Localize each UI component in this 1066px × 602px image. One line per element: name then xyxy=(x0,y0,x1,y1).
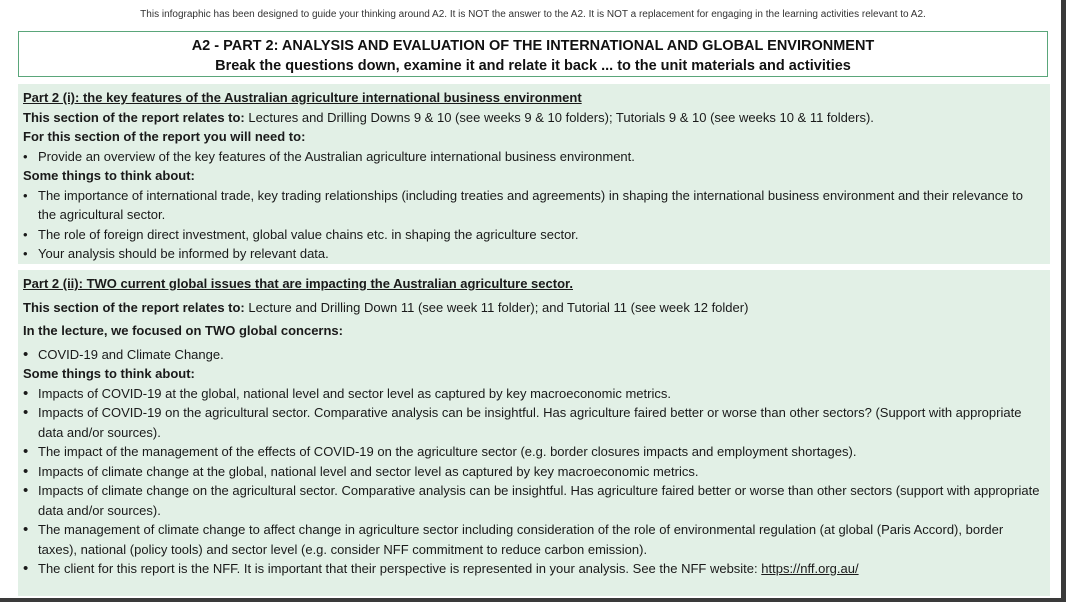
bullet-icon: • xyxy=(23,404,29,421)
think-label: Some things to think about: xyxy=(23,366,195,381)
bullet-icon: • xyxy=(23,560,29,577)
page-title: A2 - PART 2: ANALYSIS AND EVALUATION OF THE INTERNATIONAL AND GLOBAL ENVIRONMENT xyxy=(191,38,875,54)
relates-line xyxy=(23,298,1050,318)
section-heading: Part 2 (ii): TWO current global issues that are impacting the Australian agriculture sector. xyxy=(23,276,573,291)
bullet-icon: • xyxy=(23,148,28,164)
relates-text: Lectures and Drilling Downs 9 & 10 (see weeks 9 & 10 folders); Tutorials 9 & 10 (see weeks 10 & 11 folders). xyxy=(244,109,874,125)
window-edge-bottom xyxy=(0,598,1066,602)
nff-website-link[interactable]: https://nff.org.au/ xyxy=(761,561,859,576)
relates-line xyxy=(23,108,1050,128)
bullet-icon: • xyxy=(23,187,28,203)
bullet-icon: • xyxy=(23,226,28,242)
bullet-icon: • xyxy=(23,345,29,363)
concerns-label: In the lecture, we focused on TWO global concerns: xyxy=(23,323,343,338)
bullet-icon: • xyxy=(23,443,29,460)
list-item: • Impacts of COVID-19 on the agricultural sector. Comparative analysis can be insightful. Has agriculture faired better or worse than other sectors? (Support with appropriate data and/or sources). xyxy=(23,403,1050,442)
section-heading: Part 2 (i): the key features of the Australian agriculture international business environment xyxy=(23,90,582,105)
list-item: • COVID-19 and Climate Change. xyxy=(23,345,224,363)
list-item: • Impacts of climate change on the agricultural sector. Comparative analysis can be insightful. Has agriculture faired better or worse than other sectors (support with appropriate data and/or sources). xyxy=(23,481,1050,520)
section-part-2-i xyxy=(18,84,1050,264)
section-part-2-ii xyxy=(18,270,1050,596)
list-item: • Your analysis should be informed by relevant data. xyxy=(23,244,1050,264)
page-subtitle: Break the questions down, examine it and relate it back ... to the unit materials and activities xyxy=(215,58,851,74)
bullet-icon: • xyxy=(23,462,29,480)
title-box xyxy=(18,31,1048,77)
list-item: • The impact of the management of the effects of COVID-19 on the agriculture sector (e.g. border closures impacts and employment shortages). xyxy=(23,443,857,460)
list-item: • The importance of international trade, key trading relationships (including treaties and agreements) in shaping the international business environment and their relevance to the agricultural sector. xyxy=(23,186,1050,225)
list-item: • Impacts of COVID-19 at the global, national level and sector level as captured by key macroeconomic metrics. xyxy=(23,384,671,402)
bullet-icon: • xyxy=(23,384,29,402)
list-item: • Impacts of climate change at the global, national level and sector level as captured by key macroeconomic metrics. xyxy=(23,462,699,480)
list-item xyxy=(23,559,1050,579)
window-edge-right xyxy=(1061,0,1066,602)
bullet-icon: • xyxy=(23,521,29,538)
list-item: • The management of climate change to affect change in agriculture sector including consideration of the role of environmental regulation (at global (Paris Accord), border taxes), national (policy tools) and sector level (e.g. consider NFF commitment to reduce carbon emission). xyxy=(23,520,1050,559)
relates-label: This section of the report relates to: xyxy=(23,109,245,125)
list-item: • The role of foreign direct investment, global value chains etc. in shaping the agriculture sector. xyxy=(23,225,1050,245)
need-label: For this section of the report you will need to: xyxy=(23,129,306,144)
list-item: • Provide an overview of the key features of the Australian agriculture international business environment. xyxy=(23,147,1050,167)
disclaimer-text: This infographic has been designed to guide your thinking around A2. It is NOT the answer to the A2. It is NOT a replacement for engaging in the learning activities relevant to A2. xyxy=(140,9,926,20)
bullet-icon: • xyxy=(23,482,29,499)
think-label: Some things to think about: xyxy=(23,168,195,183)
bullet-icon: • xyxy=(23,246,28,261)
relates-label: This section of the report relates to: xyxy=(23,299,245,315)
client-text: The client for this report is the NFF. It is important that their perspective is represented in your analysis. See the NFF website: xyxy=(38,561,762,576)
relates-text: Lecture and Drilling Down 11 (see week 11 folder); and Tutorial 11 (see week 12 folder) xyxy=(244,299,749,315)
